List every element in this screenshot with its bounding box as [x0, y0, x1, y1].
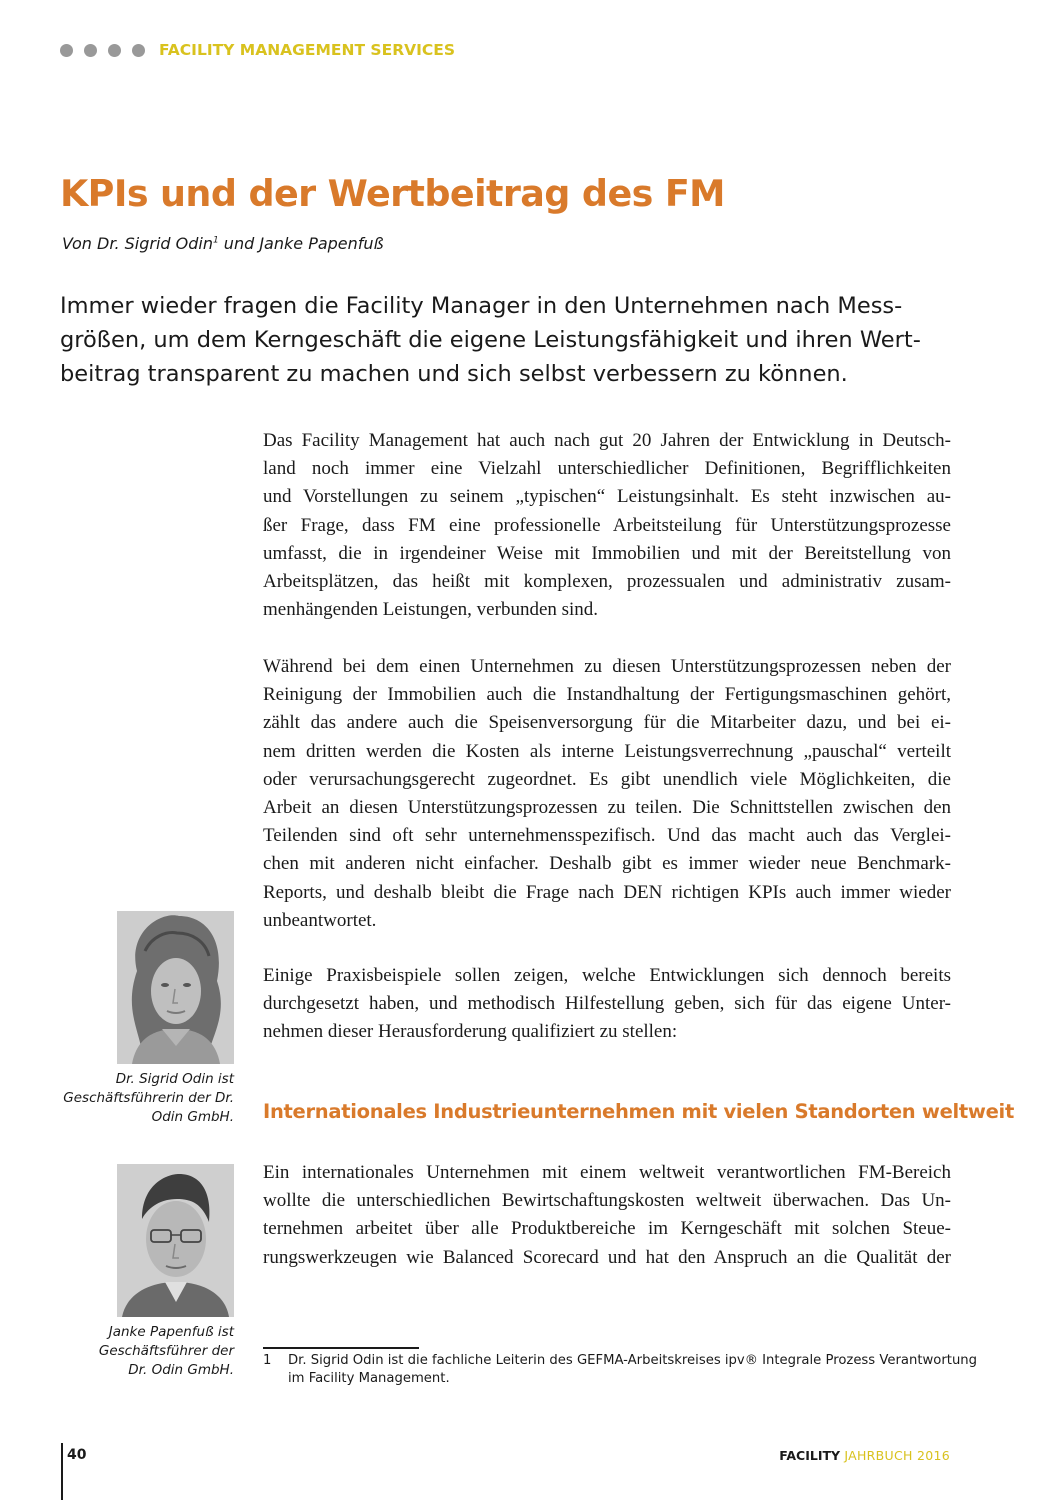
- caption-line: Dr. Sigrid Odin ist: [115, 1071, 234, 1087]
- footnote-text: [288, 1352, 977, 1388]
- photo-caption-odin: [54, 1070, 234, 1127]
- article-title: KPIs und der Wertbeitrag des FM: [60, 172, 725, 215]
- text-line: nem dritten werden die Kosten als interne Leistungsverrechnung „pauschal“ verteilt: [263, 740, 951, 762]
- bullet-dot-icon: [60, 44, 73, 57]
- text-line: unbeantwortet.: [263, 909, 377, 931]
- text-line: durchgesetzt haben, und methodisch Hilfestellung geben, sich für das eigene Unter-: [263, 993, 951, 1015]
- section-header: [60, 38, 455, 62]
- footnote-number: 1: [263, 1353, 272, 1368]
- caption-line: Dr. Odin GmbH.: [128, 1362, 234, 1378]
- caption-line: Janke Papenfuß ist: [108, 1324, 234, 1340]
- caption-line: Geschäftsführerin der Dr.: [63, 1090, 234, 1106]
- text-line: Ein internationales Unternehmen mit einem weltweit verantwortlichen FM-Bereich: [263, 1162, 951, 1183]
- body-paragraph-1: [263, 427, 951, 624]
- text-line: Reports, und deshalb bleibt die Frage nach DEN richtigen KPIs auch immer wieder: [263, 881, 951, 903]
- bullet-dot-icon: [108, 44, 121, 57]
- body-paragraph-3: [263, 962, 951, 1047]
- author-photo-papenfuss: [117, 1164, 234, 1317]
- caption-line: Geschäftsführer der: [98, 1343, 234, 1359]
- text-line: Teilenden sind oft sehr unternehmensspezifisch. Und das macht auch das Verglei-: [263, 825, 951, 847]
- footnote-divider: [263, 1347, 419, 1349]
- lead-line: größen, um dem Kerngeschäft die eigene Leistungsfähigkeit und ihren Wert-: [60, 327, 921, 353]
- section-subheading: Internationales Industrieunternehmen mit vielen Standorten weltweit: [263, 1100, 1014, 1123]
- bullet-dot-icon: [84, 44, 97, 57]
- text-line: Reinigung der Immobilien auch die Instandhaltung der Fertigungsmaschinen gehört,: [263, 684, 951, 706]
- byline-author2: und Janke Papenfuß: [218, 234, 384, 253]
- photo-caption-papenfuss: [54, 1323, 234, 1380]
- lead-line: Immer wieder fragen die Facility Manager in den Unternehmen nach Mess-: [60, 293, 903, 319]
- text-line: nehmen dieser Herausforderung qualifiziert zu stellen:: [263, 1021, 678, 1043]
- magazine-name: [779, 1448, 950, 1463]
- text-line: Einige Praxisbeispiele sollen zeigen, welche Entwicklungen sich dennoch bereits: [263, 965, 951, 986]
- text-line: zählt das andere auch die Speisenversorgung für die Mitarbeiter dazu, und bei ei-: [263, 712, 951, 734]
- caption-line: Odin GmbH.: [151, 1109, 234, 1125]
- magazine-name-part2: JAHRBUCH 2016: [840, 1448, 950, 1463]
- lead-line: beitrag transparent zu machen und sich selbst verbessern zu können.: [60, 361, 848, 387]
- lead-paragraph: [60, 289, 920, 391]
- footnote-line: im Facility Management.: [288, 1371, 450, 1386]
- text-line: oder verursachungsgerecht zugeordnet. Es gibt unendlich viele Möglichkeiten, die: [263, 768, 951, 790]
- body-paragraph-4: [263, 1159, 951, 1272]
- text-line: Arbeitsplätzen, das heißt mit komplexen, prozessualen und administrativ zusam-: [263, 571, 951, 593]
- author-photo-odin: [117, 911, 234, 1064]
- text-line: wollte die unterschiedlichen Bewirtschaftungskosten weltweit überwachen. Das Un-: [263, 1190, 951, 1212]
- byline: [62, 234, 384, 253]
- magazine-name-part1: FACILITY: [779, 1448, 841, 1463]
- text-line: ternehmen arbeitet über alle Produktbereiche im Kerngeschäft mit solchen Steue-: [263, 1218, 951, 1240]
- text-line: umfasst, die in irgendeiner Weise mit Immobilien und mit der Bereitstellung von: [263, 542, 951, 564]
- page-number-rule: [61, 1443, 63, 1500]
- footnote-line: Dr. Sigrid Odin ist die fachliche Leiterin des GEFMA-Arbeitskreises ipv® Integrale Prozess Verantwortung: [288, 1353, 978, 1368]
- body-paragraph-2: [263, 653, 951, 935]
- text-line: Während bei dem einen Unternehmen zu diesen Unterstützungsprozessen neben der: [263, 656, 951, 677]
- text-line: chen mit anderen nicht einfacher. Deshalb gibt es immer wieder neue Benchmark-: [263, 853, 951, 875]
- portrait-man-icon: [117, 1164, 234, 1317]
- text-line: Arbeit an diesen Unterstützungsprozessen zu teilen. Die Schnittstellen zwischen den: [263, 797, 951, 819]
- text-line: ßer Frage, dass FM eine professionelle Arbeitsteilung für Unterstützungsprozesse: [263, 514, 951, 536]
- byline-author1: Von Dr. Sigrid Odin: [62, 234, 213, 253]
- text-line: menhängenden Leistungen, verbunden sind.: [263, 599, 599, 621]
- page-number: 40: [67, 1447, 87, 1463]
- text-line: land noch immer eine Vielzahl unterschiedlicher Definitionen, Begrifflichkeiten: [263, 458, 951, 480]
- text-line: rungswerkzeugen wie Balanced Scorecard und hat den Anspruch an die Qualität der: [263, 1246, 951, 1268]
- text-line: und Vorstellungen zu seinem „typischen“ Leistungsinhalt. Es steht inzwischen au-: [263, 486, 951, 508]
- portrait-woman-icon: [117, 911, 234, 1064]
- bullet-dot-icon: [132, 44, 145, 57]
- text-line: Das Facility Management hat auch nach gut 20 Jahren der Entwicklung in Deutsch-: [263, 430, 951, 451]
- section-label: FACILITY MANAGEMENT SERVICES: [159, 41, 456, 59]
- footnote-ref: 1: [212, 235, 219, 246]
